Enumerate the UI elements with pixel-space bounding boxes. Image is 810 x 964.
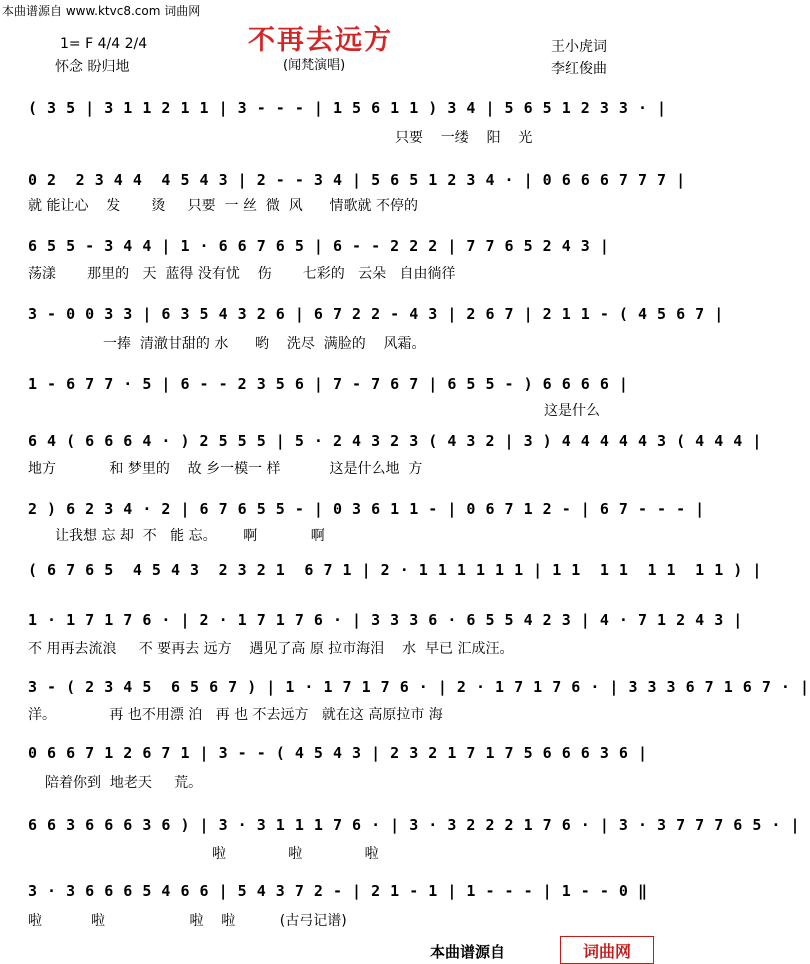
- notes-line-7: 2 ) 6 2 3 4 · 2 | 6 7 6 5 5 - | 0 3 6 1 1 - | 0 6 7 1 2 - | 6 7 - - - |: [28, 500, 705, 518]
- lyricist-credit: 王小虎词: [551, 39, 607, 55]
- composer-credit: 李红俊曲: [551, 61, 607, 77]
- notes-line-10: 3 - ( 2 3 4 5 6 5 6 7 ) | 1 · 1 7 1 7 6 · | 2 · 1 7 1 7 6 · | 3 3 3 6 7 1 6 7 · |: [28, 678, 810, 696]
- lyrics-line-11: 陪着你到 地老天 荒。: [45, 775, 203, 791]
- lyrics-line-4: 一捧 清澈甘甜的 水 哟 洗尽 满脸的 风霜。: [103, 336, 426, 352]
- notes-line-5: 1 - 6 7 7 · 5 | 6 - - 2 3 5 6 | 7 - 7 6 7 | 6 5 5 - ) 6 6 6 6 |: [28, 375, 629, 393]
- lyrics-line-3: 荡漾 那里的 天 蓝得 没有忧 伤 七彩的 云朵 自由徜徉: [28, 266, 456, 282]
- notes-line-11: 0 6 6 7 1 2 6 7 1 | 3 - - ( 4 5 4 3 | 2 3 2 1 7 1 7 5 6 6 6 3 6 |: [28, 744, 648, 762]
- lyrics-line-6: 地方 和 梦里的 故 乡一模一 样 这是什么地 方: [28, 461, 423, 477]
- footer-source-text: 本曲谱源自: [430, 943, 506, 961]
- site-logo-text: 词曲网: [582, 941, 631, 961]
- singer-credit: (闻梵演唱): [283, 58, 346, 73]
- lyrics-line-5: 这是什么: [544, 403, 600, 419]
- notes-line-6: 6 4 ( 6 6 6 4 · ) 2 5 5 5 | 5 · 2 4 3 2 3 ( 4 3 2 | 3 ) 4 4 4 4 4 3 ( 4 4 4 |: [28, 432, 762, 450]
- notes-line-3: 6 5 5 - 3 4 4 | 1 · 6 6 7 6 5 | 6 - - 2 2 2 | 7 7 6 5 2 4 3 |: [28, 237, 610, 255]
- mood-marking: 怀念 盼归地: [55, 59, 130, 75]
- notes-line-1: ( 3 5 | 3 1 1 2 1 1 | 3 - - - | 1 5 6 1 1 ) 3 4 | 5 6 5 1 2 3 3 · |: [28, 99, 667, 117]
- lyrics-line-10: 洋。 再 也不用漂 泊 再 也 不去远方 就在这 高原拉市 海: [28, 707, 443, 723]
- site-logo: [560, 936, 654, 964]
- lyrics-line-12: 啦 啦 啦: [212, 846, 379, 862]
- notes-line-2: 0 2 2 3 4 4 4 5 4 3 | 2 - - 3 4 | 5 6 5 1 2 3 4 · | 0 6 6 6 7 7 7 |: [28, 171, 686, 189]
- lyrics-line-13: 啦 啦 啦 啦 (古弓记谱): [28, 913, 347, 929]
- notes-line-12: 6 6 3 6 6 6 3 6 ) | 3 · 3 1 1 1 7 6 · | 3 · 3 2 2 2 1 7 6 · | 3 · 3 7 7 7 6 5 · |: [28, 816, 800, 834]
- lyrics-line-2: 就 能让心 发 烫 只要 一 丝 微 风 情歌就 不停的: [28, 198, 418, 214]
- notes-line-8: ( 6 7 6 5 4 5 4 3 2 3 2 1 6 7 1 | 2 · 1 1 1 1 1 1 | 1 1 1 1 1 1 1 1 ) |: [28, 561, 762, 579]
- site-source-text: 本曲谱源自 www.ktvc8.com 词曲网: [2, 4, 201, 18]
- lyrics-line-9: 不 用再去流浪 不 要再去 远方 遇见了高 原 拉市海泪 水 早已 汇成汪。: [28, 641, 514, 657]
- key-signature: 1= F 4/4 2/4: [60, 36, 148, 52]
- lyrics-line-1: 只要 一缕 阳 光: [395, 130, 533, 146]
- notes-line-13: 3 · 3 6 6 6 5 4 6 6 | 5 4 3 7 2 - | 2 1 - 1 | 1 - - - | 1 - - 0 ‖: [28, 882, 648, 900]
- notes-line-9: 1 · 1 7 1 7 6 · | 2 · 1 7 1 7 6 · | 3 3 3 6 · 6 5 5 4 2 3 | 4 · 7 1 2 4 3 |: [28, 611, 743, 629]
- notes-line-4: 3 - 0 0 3 3 | 6 3 5 4 3 2 6 | 6 7 2 2 - 4 3 | 2 6 7 | 2 1 1 - ( 4 5 6 7 |: [28, 305, 724, 323]
- lyrics-line-7: 让我想 忘 却 不 能 忘。 啊 啊: [55, 528, 325, 544]
- song-title: 不再去远方: [248, 25, 393, 56]
